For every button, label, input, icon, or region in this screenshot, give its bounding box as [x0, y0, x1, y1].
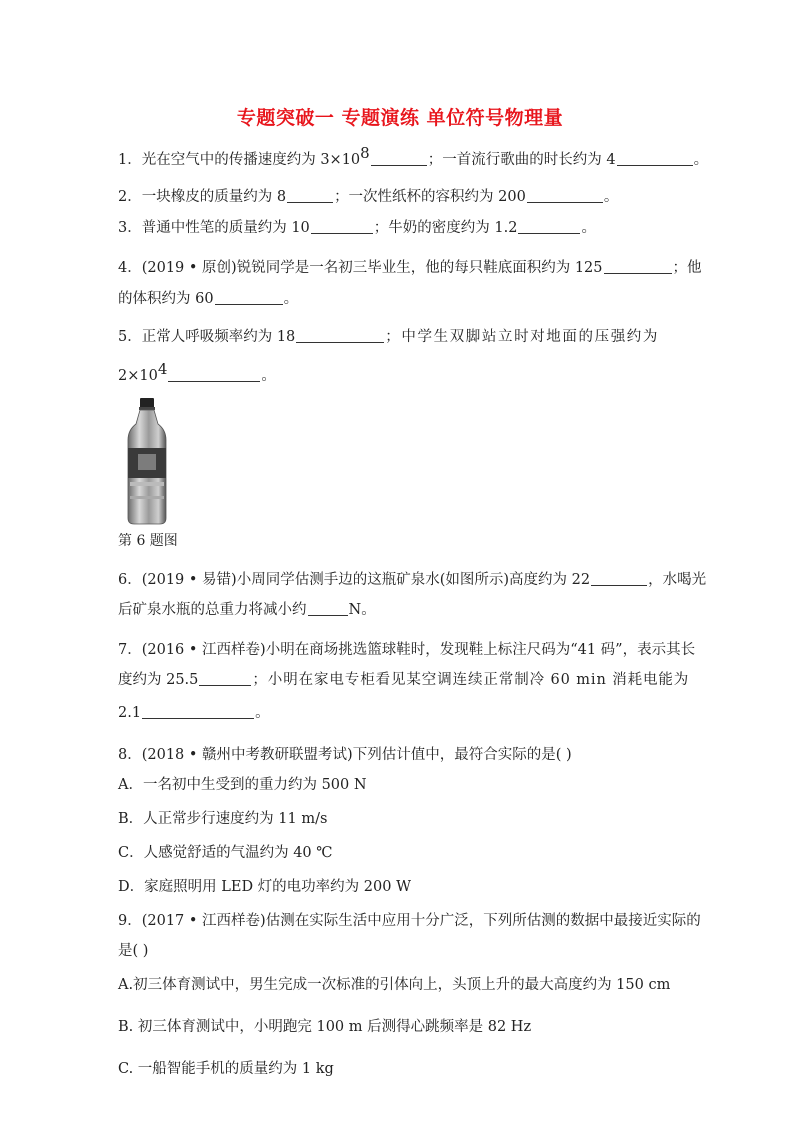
q7-text-4: 2.1	[118, 705, 142, 721]
q8-option-b: B．人正常步行速度约为 11 m/s	[118, 811, 328, 827]
figure-caption: 第 6 题图	[118, 533, 178, 549]
question-5-line-1	[118, 327, 659, 347]
q5-end: 。	[261, 368, 276, 384]
q5-text: 5．正常人呼吸频率约为 18	[118, 329, 296, 345]
q9-option-c: C. 一船智能手机的质量约为 1 kg	[118, 1061, 334, 1077]
q9-option-b: B. 初三体育测试中，小明跑完 100 m 后测得心跳频率是 82 Hz	[118, 1019, 532, 1035]
q3-blank-2[interactable]	[518, 219, 580, 234]
q6-text: 6．(2019 • 易错)小周同学估测手边的这瓶矿泉水(如图所示)高度约为 22	[118, 572, 591, 588]
q6-blank-1[interactable]	[591, 571, 647, 586]
q8-option-c: C．人感觉舒适的气温约为 40 ℃	[118, 845, 333, 861]
q8-option-d: D．家庭照明用 LED 灯的电功率约为 200 W	[118, 879, 411, 895]
question-1	[118, 144, 709, 170]
q7-end: 。	[255, 705, 270, 721]
question-7-line-1	[118, 640, 695, 660]
question-4-line-2	[118, 289, 298, 309]
q5-text-2: ；中学生双脚站立时对地面的压强约为	[385, 329, 659, 345]
question-2	[118, 187, 618, 207]
question-8-stem: 8．(2018 • 赣州中考教研联盟考试)下列估计值中，最符合实际的是( )	[118, 747, 572, 763]
q2-text-2: ；一次性纸杯的容积约为 200	[334, 189, 526, 205]
q9-option-a: A.初三体育测试中，男生完成一次标准的引体向上，头顶上升的最大高度约为 150 cm	[118, 977, 671, 993]
q8-option-a: A．一名初中生受到的重力约为 500 N	[118, 777, 367, 793]
question-9-stem-1: 9．(2017 • 江西样卷)估测在实际生活中应用十分广泛，下列所估测的数据中最接近实际的	[118, 913, 701, 929]
question-6-line-2	[118, 600, 376, 620]
question-9-stem-2: 是( )	[118, 943, 149, 959]
question-5-line-2	[118, 360, 276, 386]
q4-end: 。	[283, 291, 299, 307]
q6-end: N。	[348, 602, 376, 618]
q1-blank-1[interactable]	[371, 151, 427, 166]
q2-end: 。	[603, 189, 619, 205]
question-7-line-3	[118, 703, 270, 723]
q2-blank-2[interactable]	[527, 188, 603, 203]
q1-blank-2[interactable]	[617, 151, 693, 166]
q7-text-3: ；小明在家电专柜看见某空调连续正常制冷 60 min 消耗电能为	[252, 672, 690, 688]
q4-text-2: ；他	[672, 260, 702, 276]
q4-blank-2[interactable]	[215, 290, 283, 305]
q3-end: 。	[581, 220, 596, 236]
q5-exponent: 4	[157, 360, 168, 378]
q7-text: 7．(2016 • 江西样卷)小明在商场挑选篮球鞋时，发现鞋上标注尺码为“41 码”，表示其长	[118, 642, 696, 658]
page-title: 专题突破一 专题演练 单位符号物理量	[236, 107, 564, 129]
q7-blank-2[interactable]	[142, 704, 254, 719]
q7-blank-1[interactable]	[199, 671, 251, 686]
q5-text-3: 2×10	[118, 368, 158, 384]
q7-text-2: 度约为 25.5	[118, 672, 199, 688]
q3-text-2: ；牛奶的密度约为 1.2	[373, 220, 518, 236]
q1-text: 1．光在空气中的传播速度约为 3×10	[118, 152, 361, 168]
q3-text: 3．普通中性笔的质量约为 10	[118, 220, 310, 236]
q3-blank-1[interactable]	[311, 219, 373, 234]
q6-text-3: 后矿泉水瓶的总重力将减小约	[118, 602, 307, 618]
q2-blank-1[interactable]	[287, 188, 333, 203]
q6-blank-2[interactable]	[308, 601, 348, 616]
q4-text-3: 的体积约为 60	[118, 291, 214, 307]
q5-blank-2[interactable]	[168, 367, 260, 382]
q1-text-2: ；一首流行歌曲的时长约为 4	[427, 152, 616, 168]
question-6-line-1	[118, 570, 706, 590]
question-7-line-2	[118, 670, 689, 690]
q1-exponent: 8	[360, 144, 370, 162]
question-3	[118, 218, 596, 238]
water-bottle-image	[120, 396, 174, 526]
q5-blank-1[interactable]	[296, 328, 384, 343]
q6-text-2: ，水喝光	[648, 572, 707, 588]
q4-text: 4．(2019 • 原创)锐锐同学是一名初三毕业生，他的每只鞋底面积约为 125	[118, 260, 603, 276]
question-4-line-1	[118, 258, 702, 278]
q2-text: 2．一块橡皮的质量约为 8	[118, 189, 287, 205]
q1-end: 。	[693, 152, 709, 168]
q4-blank-1[interactable]	[604, 259, 672, 274]
